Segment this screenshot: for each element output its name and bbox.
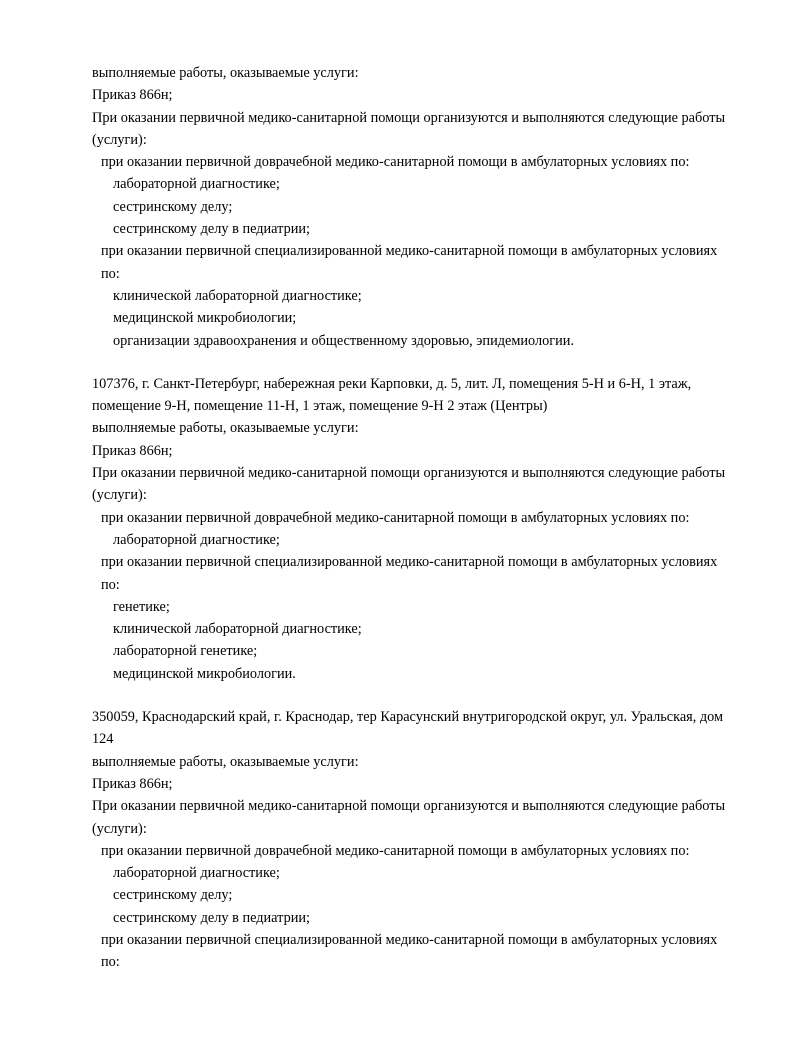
paragraph-line: выполняемые работы, оказываемые услуги:: [92, 420, 359, 437]
paragraph-line: выполняемые работы, оказываемые услуги:: [92, 65, 359, 81]
paragraph-line: Приказ 866н;: [92, 775, 173, 792]
paragraph-line: При оказании первичной медико-санитарной помощи организуются и выполняются следующие работы (услуги):: [92, 798, 726, 837]
paragraph-line: при оказании первичной доврачебной медико-санитарной помощи в амбулаторных условиях по:: [101, 842, 690, 859]
address-line: 107376, г. Санкт-Петербург, набережная реки Карповки, д. 5, лит. Л, помещения 5-Н и 6-Н, 1 этаж, помещение 9-Н, помещение 11-Н, 1 этаж, помещение 9-Н 2 этаж (Центры): [92, 375, 692, 415]
paragraph-line: сестринскому делу в педиатрии;: [113, 909, 311, 926]
paragraph-line: при оказании первичной специализированной медико-санитарной помощи в амбулаторных условиях по:: [101, 554, 718, 593]
paragraph-line: при оказании первичной доврачебной медико-санитарной помощи в амбулаторных условиях по:: [101, 509, 690, 526]
paragraph-line: клинической лабораторной диагностике;: [113, 621, 362, 638]
paragraph-line: медицинской микробиологии;: [113, 310, 297, 327]
paragraph-line: При оказании первичной медико-санитарной помощи организуются и выполняются следующие работы (услуги):: [92, 465, 726, 504]
paragraph-line: лабораторной диагностике;: [113, 176, 280, 193]
paragraph-line: сестринскому делу в педиатрии;: [113, 221, 311, 238]
paragraph-line: Приказ 866н;: [92, 87, 173, 104]
text-block: [92, 62, 733, 352]
paragraph-line: при оказании первичной специализированной медико-санитарной помощи в амбулаторных условиях по:: [101, 243, 718, 282]
paragraph-line: клинической лабораторной диагностике;: [113, 287, 362, 304]
paragraph-line: сестринскому делу;: [113, 198, 233, 215]
paragraph-line: лабораторной диагностике;: [113, 531, 280, 548]
paragraph-line: медицинской микробиологии.: [113, 665, 296, 682]
paragraph-line: генетике;: [113, 598, 170, 615]
paragraph-line: Приказ 866н;: [92, 442, 173, 459]
paragraph-line: сестринскому делу;: [113, 887, 233, 904]
paragraph-line: при оказании первичной доврачебной медико-санитарной помощи в амбулаторных условиях по:: [101, 154, 690, 171]
paragraph-line: лабораторной диагностике;: [113, 865, 280, 882]
paragraph-line: лабораторной генетике;: [113, 643, 258, 660]
document-body: [92, 62, 733, 974]
paragraph-line: При оказании первичной медико-санитарной помощи организуются и выполняются следующие работы (услуги):: [92, 109, 726, 148]
paragraph-line: выполняемые работы, оказываемые услуги:: [92, 753, 359, 770]
text-block: [92, 706, 733, 974]
paragraph-line: организации здравоохранения и общественному здоровью, эпидемиологии.: [113, 332, 575, 349]
paragraph-line: при оказании первичной специализированной медико-санитарной помощи в амбулаторных условиях по:: [101, 931, 718, 971]
address-line: 350059, Краснодарский край, г. Краснодар, тер Карасунский внутригородской округ, ул. Уральская, дом 124: [92, 709, 724, 748]
text-block: [92, 373, 733, 685]
